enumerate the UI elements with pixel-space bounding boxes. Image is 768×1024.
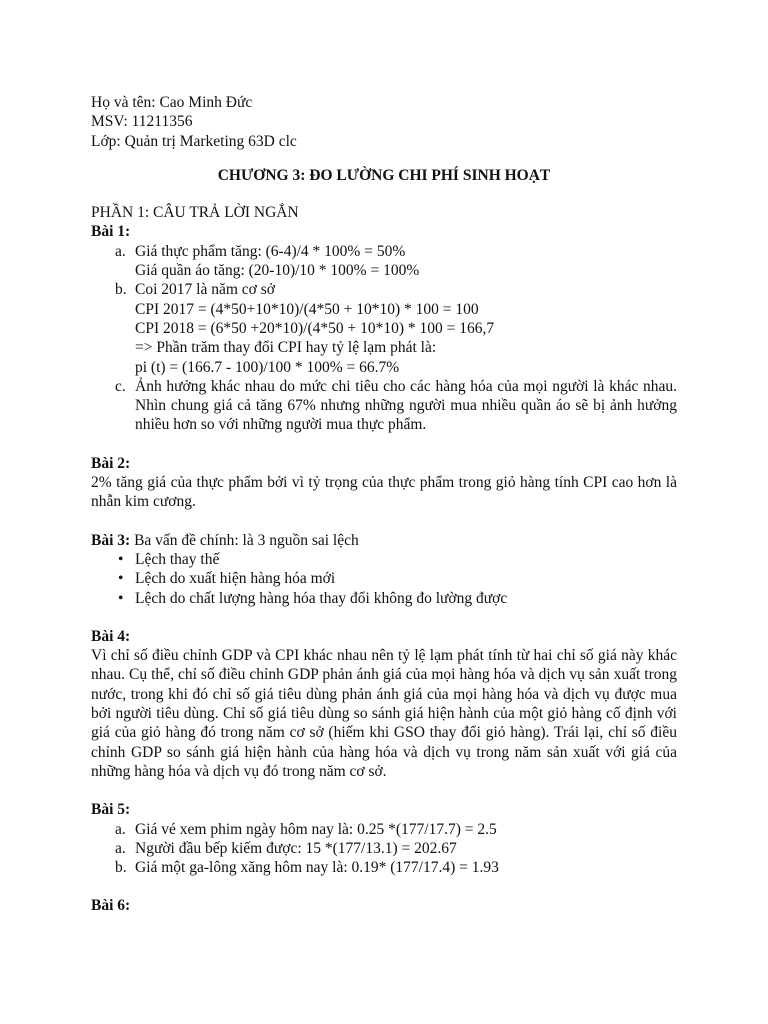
list-marker: a.: [115, 839, 126, 857]
list-line: Giá vé xem phim ngày hôm nay là: 0.25 *(177/17.7) = 2.5: [135, 820, 497, 838]
list-line: pi (t) = (166.7 - 100)/100 * 100% = 66.7%: [135, 358, 400, 376]
bai5-item: [91, 858, 677, 877]
student-id: MSV: 11211356: [91, 113, 193, 131]
list-marker: a.: [115, 242, 126, 260]
bullet-marker: •: [118, 570, 124, 588]
bai3-bullet: [91, 550, 677, 569]
list-marker: a.: [115, 820, 126, 838]
bai1-label: Bài 1:: [91, 223, 131, 241]
list-line: Coi 2017 là năm cơ sở: [135, 281, 275, 299]
list-line: Giá quần áo tăng: (20-10)/10 * 100% = 100%: [135, 262, 420, 280]
list-line: CPI 2018 = (6*50 +20*10)/(4*50 + 10*10) * 100 = 166,7: [135, 319, 495, 337]
list-line: Giá một ga-lông xăng hôm nay là: 0.19* (177/17.4) = 1.93: [135, 859, 499, 877]
bai3-bullet: [91, 589, 677, 608]
list-marker: b.: [115, 281, 127, 299]
bullet-text: Lệch do xuất hiện hàng hóa mới: [135, 570, 336, 588]
bai1-item-c: [91, 377, 677, 435]
list-line: => Phần trăm thay đổi CPI hay tỷ lệ lạm phát là:: [135, 339, 437, 357]
document-page: [91, 93, 677, 916]
chapter-title: CHƯƠNG 3: ĐO LƯỜNG CHI PHÍ SINH HOẠT: [217, 166, 551, 184]
list-marker: c.: [115, 377, 126, 395]
list-line: CPI 2017 = (4*50+10*10)/(4*50 + 10*10) * 100 = 100: [135, 300, 479, 318]
list-line: Người đầu bếp kiếm được: 15 *(177/13.1) = 202.67: [135, 839, 457, 857]
bai2-text: 2% tăng giá của thực phẩm bởi vì tỷ trọng của thực phẩm trong giỏ hàng tính CPI cao hơn là nhẫn kim cương.: [91, 474, 677, 511]
bullet-text: Lệch do chất lượng hàng hóa thay đổi không đo lường được: [135, 589, 508, 607]
bai3-bullet: [91, 569, 677, 588]
student-class: Lớp: Quản trị Marketing 63D clc: [91, 132, 297, 150]
bullet-marker: •: [118, 589, 124, 607]
bai5-item: [91, 839, 677, 858]
bai5-label: Bài 5:: [91, 801, 131, 819]
bai4-label: Bài 4:: [91, 627, 131, 645]
bullet-marker: •: [118, 550, 124, 568]
list-marker: b.: [115, 859, 127, 877]
bai2-label: Bài 2:: [91, 454, 131, 472]
list-line: Giá thực phẩm tăng: (6-4)/4 * 100% = 50%: [135, 242, 406, 260]
bai6-label: Bài 6:: [91, 897, 131, 915]
student-name: Họ và tên: Cao Minh Đức: [91, 94, 253, 111]
bai3-label: Bài 3:: [91, 531, 131, 549]
bai5-item: [91, 820, 677, 839]
list-paragraph: Ảnh hưởng khác nhau do mức chi tiêu cho các hàng hóa của mọi người là khác nhau. Nhìn chung giá cả tăng 67% nhưng những người mua nhiều quần áo sẽ bị ảnh hưởng nhiều hơn so với những người mua thực phẩm.: [135, 377, 677, 434]
part-heading: PHẦN 1: CÂU TRẢ LỜI NGẮN: [91, 204, 299, 222]
bai3-intro: Ba vấn đề chính: là 3 nguồn sai lệch: [130, 531, 359, 549]
bai1-item-b: [91, 280, 677, 376]
bullet-text: Lệch thay thế: [135, 550, 220, 568]
bai3-heading: [91, 531, 677, 550]
bai1-item-a: [91, 242, 677, 281]
bai4-text: Vì chỉ số điều chỉnh GDP và CPI khác nhau nên tỷ lệ lạm phát tính từ hai chỉ số giá này khác nhau. Cụ thể, chỉ số điều chỉnh GDP phản ánh giá của mọi hàng hóa và dịch vụ sản xuất trong nước, trong khi đó chỉ số giá tiêu dùng phản ánh giá của mọi hàng hóa và dịch vụ được mua bởi người tiêu dùng. Chỉ số giá tiêu dùng so sánh giá hiện hành của một giỏ hàng cố định với giá của giỏ hàng đó trong năm cơ sở (hiếm khi GSO thay đổi giỏ hàng). Trái lại, chỉ số điều chỉnh GDP so sánh giá hiện hành của hàng hóa và dịch vụ trong năm sản xuất với giá của những hàng hóa và dịch vụ đó trong năm cơ sở.: [91, 647, 677, 780]
